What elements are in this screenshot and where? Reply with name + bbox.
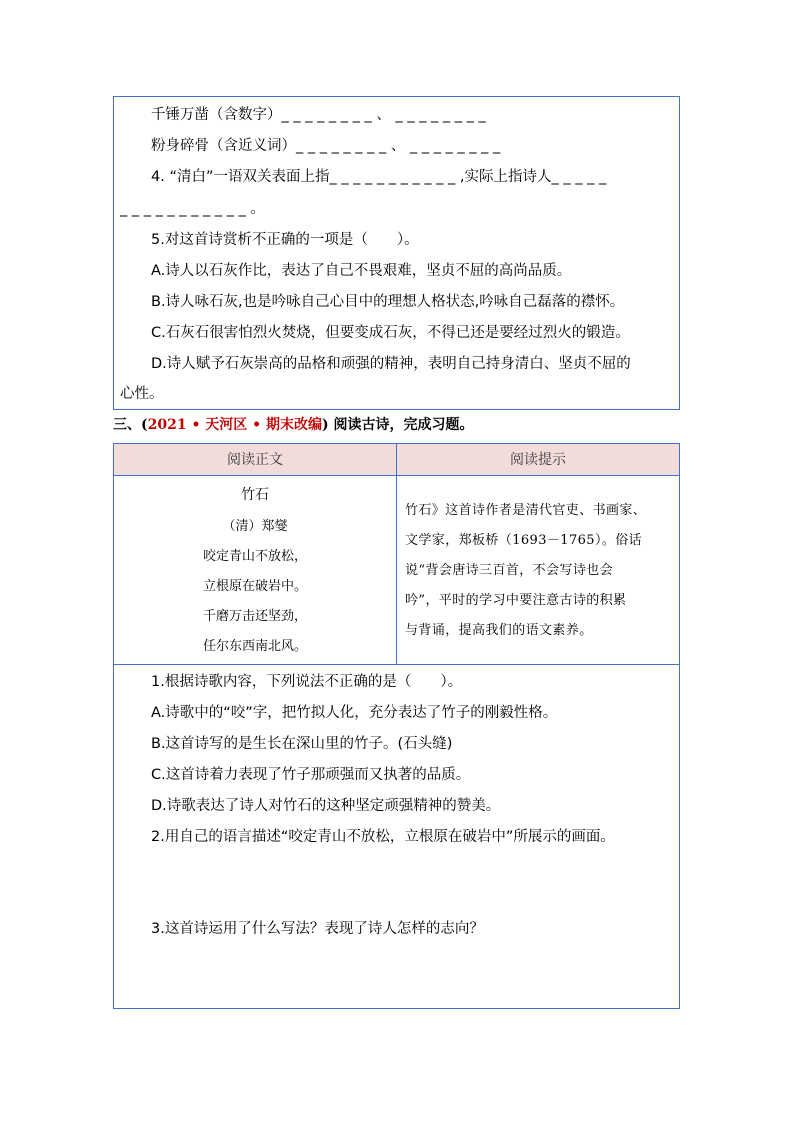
heading-source: 2021 • 天河区 • 期末改编 xyxy=(147,417,322,433)
section3-heading xyxy=(113,414,473,436)
q4-line-1: 4. “清白”一语双关表面上指_ _ _ _ _ _ _ _ _ _ _ ,实际上指诗人_ _ _ _ _ xyxy=(151,169,607,185)
heading-prefix: 三、( xyxy=(113,417,148,433)
s3-q1-option-d: D.诗歌表达了诗人对竹石的这种坚定顽强精神的赞美。 xyxy=(151,798,501,814)
hint-line-4: 吟”，平时的学习中要注意古诗的积累 xyxy=(405,593,627,608)
q5-option-a: A.诗人以石灰作比，表达了自己不畏艰难，坚贞不屈的高尚品质。 xyxy=(151,263,572,279)
q5-option-d: D.诗人赋予石灰崇高的品格和顽强的精神，表明自己持身清白、坚贞不屈的 xyxy=(151,356,631,372)
q5-prompt: 5.对这首诗赏析不正确的一项是（ ）。 xyxy=(151,232,419,248)
section3-table xyxy=(113,443,680,1009)
s3-q3-prompt: 3.这首诗运用了什么写法？表现了诗人怎样的志向？ xyxy=(151,921,484,937)
poem-line-3: 千磨万击还坚劲， xyxy=(202,609,307,624)
q4-line-2: _ _ _ _ _ _ _ _ _ _ _ 。 xyxy=(120,201,265,217)
q3-line-2: 粉身碎骨（含近义词）_ _ _ _ _ _ _ _ 、 _ _ _ _ _ _ _ _ xyxy=(151,138,501,154)
row-divider xyxy=(114,664,679,665)
s3-q1-option-c: C.这首诗着力表现了竹子那顽强而又执著的品质。 xyxy=(151,767,471,783)
col-right-header: 阅读提示 xyxy=(397,444,679,476)
hint-line-1: 竹石》这首诗作者是清代官吏、书画家、 xyxy=(405,503,647,518)
poem-title: 竹石 xyxy=(241,487,269,503)
poem-line-4: 任尔东西南北风。 xyxy=(202,639,307,654)
hint-line-2: 文学家，郑板桥（1693－1765）。俗话 xyxy=(405,533,643,548)
hint-line-3: 说“背会唐诗三百首，不会写诗也会 xyxy=(405,563,614,578)
q5-option-c: C.石灰石很害怕烈火焚烧，但要变成石灰，不得已还是要经过烈火的锻造。 xyxy=(151,325,630,341)
section2-box xyxy=(113,96,680,410)
hint-line-5: 与背诵，提高我们的语文素养。 xyxy=(405,623,593,638)
poem-line-2: 立根原在破岩中。 xyxy=(202,579,307,594)
q3-line-1: 千锤万凿（含数字）_ _ _ _ _ _ _ _ 、 _ _ _ _ _ _ _ _ xyxy=(151,107,486,123)
q5-option-d-cont: 心性。 xyxy=(120,386,164,402)
s3-q2-prompt: 2.用自己的语言描述“咬定青山不放松，立根原在破岩中”所展示的画面。 xyxy=(151,829,615,845)
col-left-header: 阅读正文 xyxy=(114,444,396,476)
heading-suffix: ) 阅读古诗，完成习题。 xyxy=(321,417,474,433)
s3-q1-prompt: 1.根据诗歌内容，下列说法不正确的是（ ）。 xyxy=(151,674,463,690)
q5-option-b: B.诗人咏石灰,也是吟咏自己心目中的理想人格状态,吟咏自己磊落的襟怀。 xyxy=(151,294,625,310)
poem-author: （清）郑燮 xyxy=(222,519,288,534)
s3-q1-option-b: B.这首诗写的是生长在深山里的竹子。(石头缝) xyxy=(151,736,453,752)
s3-q1-option-a: A.诗歌中的“咬”字，把竹拟人化，充分表达了竹子的刚毅性格。 xyxy=(151,705,558,721)
column-divider xyxy=(396,444,397,664)
poem-line-1: 咬定青山不放松， xyxy=(202,549,307,564)
